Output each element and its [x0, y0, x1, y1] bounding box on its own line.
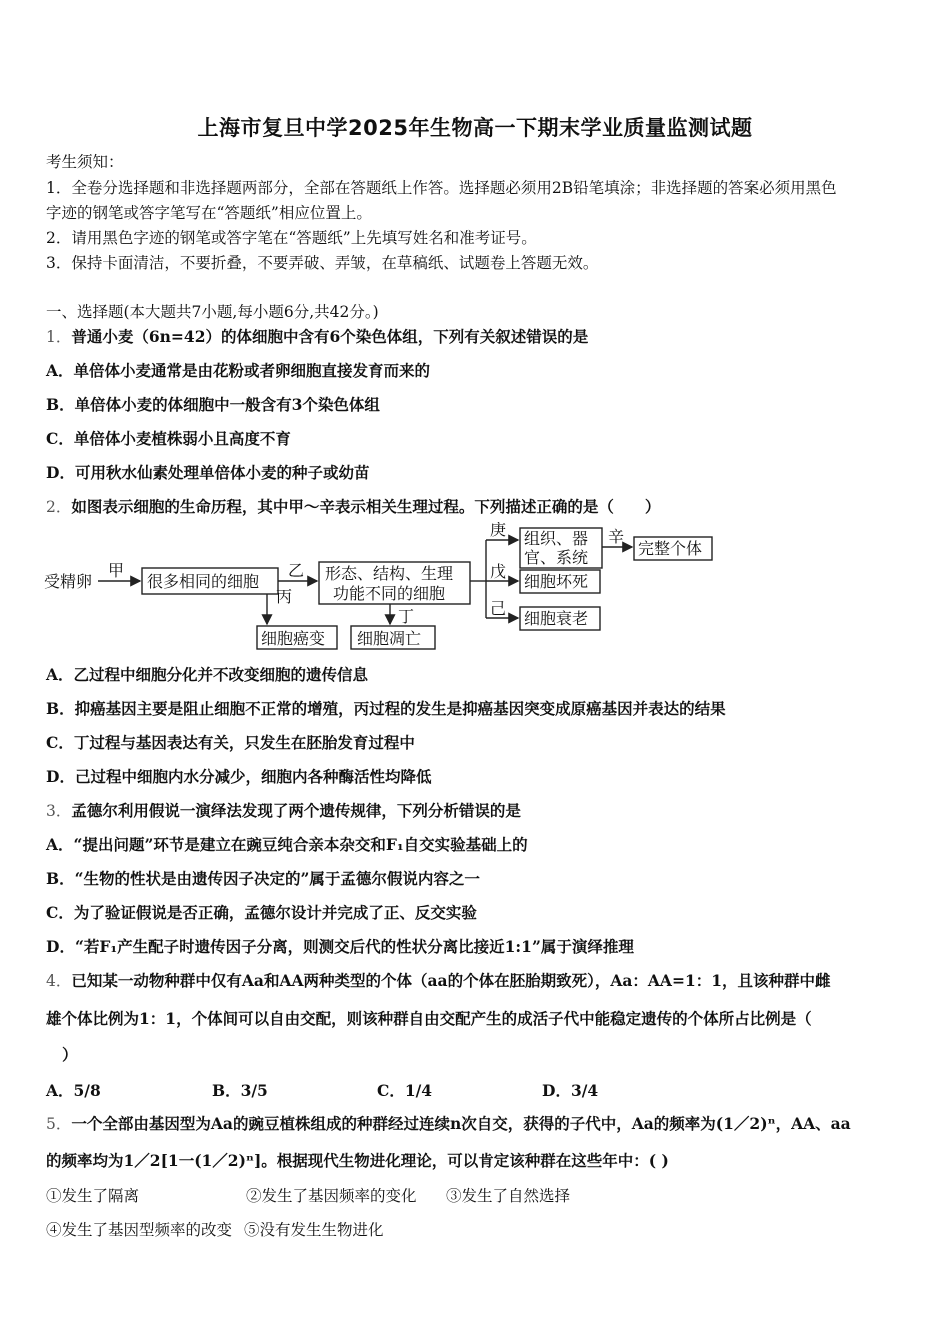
label-ji: 己 — [490, 599, 507, 618]
notice-item-2: 2．请用黑色字迹的钢笔或答字笔在“答题纸”上先填写姓名和准考证号。 — [46, 229, 537, 247]
label-xin: 辛 — [608, 527, 625, 546]
question-5-option-5: ⑤没有发生生物进化 — [244, 1221, 384, 1239]
notice-heading: 考生须知： — [46, 153, 124, 171]
notice-item-1-line-1: 1．全卷分选择题和非选择题两部分，全部在答题纸上作答。选择题必须用2B铅笔填涂；非选择题的答案必须用黑色 — [46, 179, 837, 197]
question-5-options-row-2 — [46, 1220, 906, 1240]
question-5-stem-line-2: 的频率均为1／2[1一(1／2)ⁿ]。根据现代生物进化理论，可以肯定该种群在这些年中：( ) — [46, 1151, 669, 1170]
question-1-option-b: B．单倍体小麦的体细胞中一般含有3个染色体组 — [46, 395, 380, 414]
question-2-option-a: A．乙过程中细胞分化并不改变细胞的遗传信息 — [46, 665, 369, 684]
label-tissue-line2: 官、系统 — [524, 548, 589, 567]
question-4-stem-line-2: 雄个体比例为1：1，个体间可以自由交配，则该种群自由交配产生的成活子代中能稳定遗传的个体所占比例是（ — [46, 1009, 812, 1028]
question-3-option-d: D．“若F₁产生配子时遗传因子分离，则测交后代的性状分离比接近1:1”属于演绎推理 — [46, 937, 634, 956]
question-5-option-1: ①发生了隔离 — [46, 1187, 140, 1205]
label-tissue-line1: 组织、器 — [524, 529, 589, 548]
label-geng: 庚 — [490, 522, 507, 539]
question-5-option-2: ②发生了基因频率的变化 — [246, 1187, 417, 1205]
question-text: 一个全部由基因型为Aa的豌豆植株组成的种群经过连续n次自交，获得的子代中，Aa的频率为(1／2)ⁿ，AA、aa — [71, 1114, 851, 1133]
page-title: 上海市复旦中学2025年生物高一下期末学业质量监测试题 — [197, 116, 753, 140]
question-number: 2． — [46, 498, 72, 516]
question-3-stem — [46, 801, 906, 821]
question-text: 如图表示细胞的生命历程，其中甲～辛表示相关生理过程。下列描述正确的是（ ） — [71, 497, 661, 516]
question-1-stem — [46, 327, 906, 347]
question-3-option-a: A．“提出问题”环节是建立在豌豆纯合亲本杂交和F₁自交实验基础上的 — [46, 835, 528, 854]
question-number: 5． — [46, 1115, 72, 1133]
label-apoptosis: 细胞凋亡 — [357, 629, 422, 648]
question-5-option-3: ③发生了自然选择 — [446, 1187, 571, 1205]
question-5-options-row-1 — [46, 1186, 906, 1206]
question-text: 已知某一动物种群中仅有Aa和AA两种类型的个体（aa的个体在胚胎期致死），Aa：AA=1：1，且该种群中雌 — [71, 971, 831, 990]
question-3-option-b: B．“生物的性状是由遗传因子决定的”属于孟德尔假说内容之一 — [46, 869, 480, 888]
section-heading: 一、选择题(本大题共7小题,每小题6分,共42分。) — [46, 303, 379, 321]
label-cancer: 细胞癌变 — [261, 629, 326, 648]
question-1-option-d: D．可用秋水仙素处理单倍体小麦的种子或幼苗 — [46, 463, 370, 482]
label-bing: 丙 — [276, 587, 293, 606]
question-1-option-a: A．单倍体小麦通常是由花粉或者卵细胞直接发育而来的 — [46, 361, 431, 380]
cell-life-process-diagram — [40, 522, 730, 652]
question-4-stem-line-1 — [46, 971, 906, 991]
question-text: 普通小麦（6n=42）的体细胞中含有6个染色体组，下列有关叙述错误的是 — [71, 327, 589, 346]
question-4-option-b: B．3/5 — [212, 1081, 268, 1100]
label-senescence: 细胞衰老 — [524, 609, 589, 628]
question-4-option-a: A．5/8 — [46, 1081, 101, 1100]
label-necrosis: 细胞坏死 — [524, 572, 589, 591]
notice-item-3: 3．保持卡面清洁，不要折叠，不要弄破、弄皱，在草稿纸、试题卷上答题无效。 — [46, 254, 599, 272]
question-text: 孟德尔利用假说一演绎法发现了两个遗传规律，下列分析错误的是 — [71, 801, 521, 820]
question-2-stem — [46, 497, 906, 517]
question-2-option-d: D．己过程中细胞内水分减少，细胞内各种酶活性均降低 — [46, 767, 432, 786]
question-4-stem-line-3: ） — [62, 1045, 78, 1064]
label-box2-line1: 形态、结构、生理 — [325, 564, 454, 583]
label-box1: 很多相同的细胞 — [147, 572, 260, 591]
notice-item-1-line-2: 字迹的钢笔或答字笔写在“答题纸”相应位置上。 — [46, 204, 372, 222]
question-2-option-c: C．丁过程与基因表达有关，只发生在胚胎发育过程中 — [46, 733, 415, 752]
question-5-option-4: ④发生了基因型频率的改变 — [46, 1221, 233, 1239]
label-box2-line2: 功能不同的细胞 — [333, 584, 446, 603]
label-wu: 戊 — [490, 562, 507, 581]
label-zygote: 受精卵 — [44, 572, 93, 591]
question-number: 4． — [46, 972, 72, 990]
question-5-stem-line-1 — [46, 1114, 906, 1134]
question-3-option-c: C．为了验证假说是否正确，孟德尔设计并完成了正、反交实验 — [46, 903, 477, 922]
question-4-option-c: C．1/4 — [377, 1081, 433, 1100]
question-4-option-d: D．3/4 — [542, 1081, 599, 1100]
label-complete-individual: 完整个体 — [638, 539, 703, 558]
question-number: 1． — [46, 328, 72, 346]
question-4-options — [46, 1079, 906, 1101]
label-ding: 丁 — [398, 607, 415, 626]
label-yi: 乙 — [288, 561, 305, 580]
question-number: 3． — [46, 802, 72, 820]
label-jia: 甲 — [108, 561, 125, 580]
question-2-option-b: B．抑癌基因主要是阻止细胞不正常的增殖，丙过程的发生是抑癌基因突变成原癌基因并表达的结果 — [46, 699, 726, 718]
question-1-option-c: C．单倍体小麦植株弱小且高度不育 — [46, 429, 291, 448]
